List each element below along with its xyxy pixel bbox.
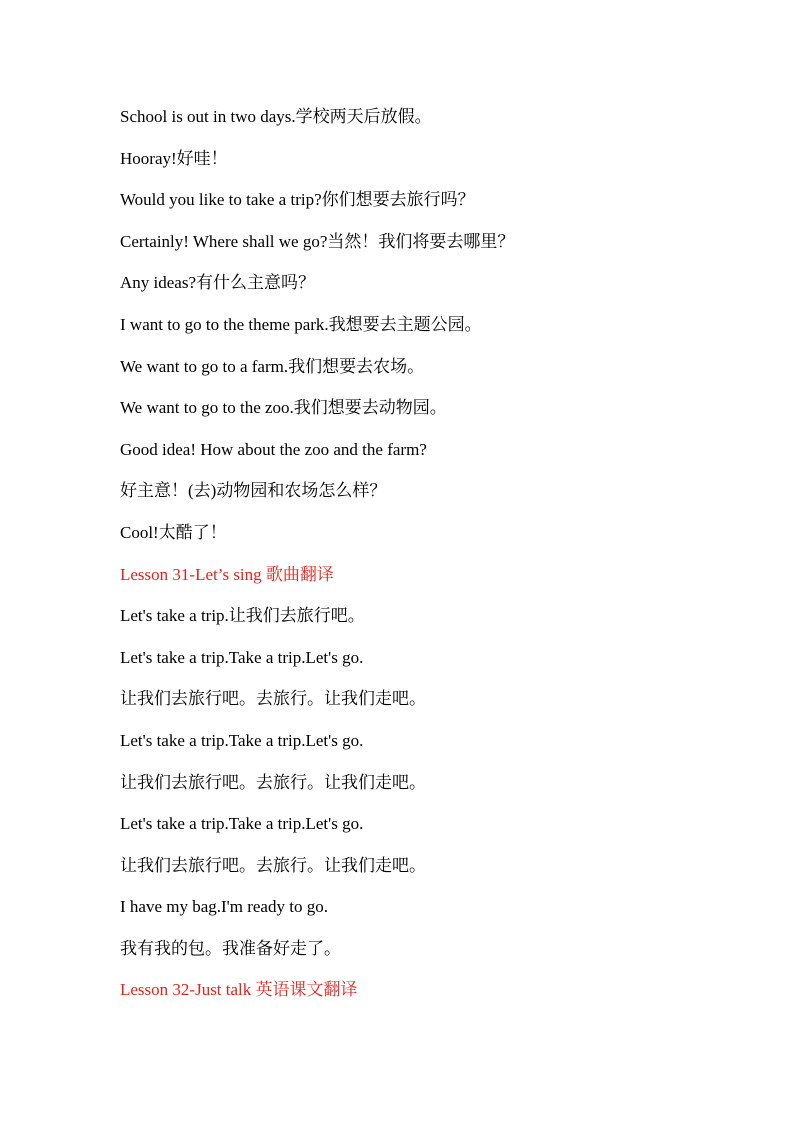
text-line-16: Let's take a trip.Take a trip.Let's go. (120, 730, 364, 750)
text-line-15: 让我们去旅行吧。去旅行。让我们走吧。 (120, 689, 426, 709)
text-line-2: Hooray!好哇！ (120, 148, 228, 168)
document-body (120, 104, 720, 1019)
text-line-21: 我有我的包。我准备好走了。 (120, 938, 341, 958)
lesson-31-heading: Lesson 31-Let’s sing 歌曲翻译 (120, 564, 334, 584)
text-line-9: Good idea! How about the zoo and the farm? (120, 439, 427, 459)
text-line-10: 好主意！(去)动物园和农场怎么样？ (120, 481, 387, 501)
text-line-3: Would you like to take a trip?你们想要去旅行吗？ (120, 190, 475, 210)
lesson-32-heading: Lesson 32-Just talk 英语课文翻译 (120, 980, 358, 1000)
text-line-18: Let's take a trip.Take a trip.Let's go. (120, 814, 364, 834)
text-line-4: Certainly! Where shall we go?当然！我们将要去哪里？ (120, 231, 515, 251)
text-line-5: Any ideas?有什么主意吗？ (120, 273, 316, 293)
text-line-20: I have my bag.I'm ready to go. (120, 897, 328, 917)
text-line-8: We want to go to the zoo.我们想要去动物园。 (120, 398, 447, 418)
text-line-7: We want to go to a farm.我们想要去农场。 (120, 356, 425, 376)
text-line-6: I want to go to the theme park.我想要去主题公园。 (120, 314, 482, 334)
text-line-14: Let's take a trip.Take a trip.Let's go. (120, 647, 364, 667)
text-line-11: Cool!太酷了！ (120, 522, 227, 542)
text-line-17: 让我们去旅行吧。去旅行。让我们走吧。 (120, 772, 426, 792)
text-line-19: 让我们去旅行吧。去旅行。让我们走吧。 (120, 855, 426, 875)
text-line-13: Let's take a trip.让我们去旅行吧。 (120, 606, 365, 626)
text-line-1: School is out in two days.学校两天后放假。 (120, 107, 432, 126)
